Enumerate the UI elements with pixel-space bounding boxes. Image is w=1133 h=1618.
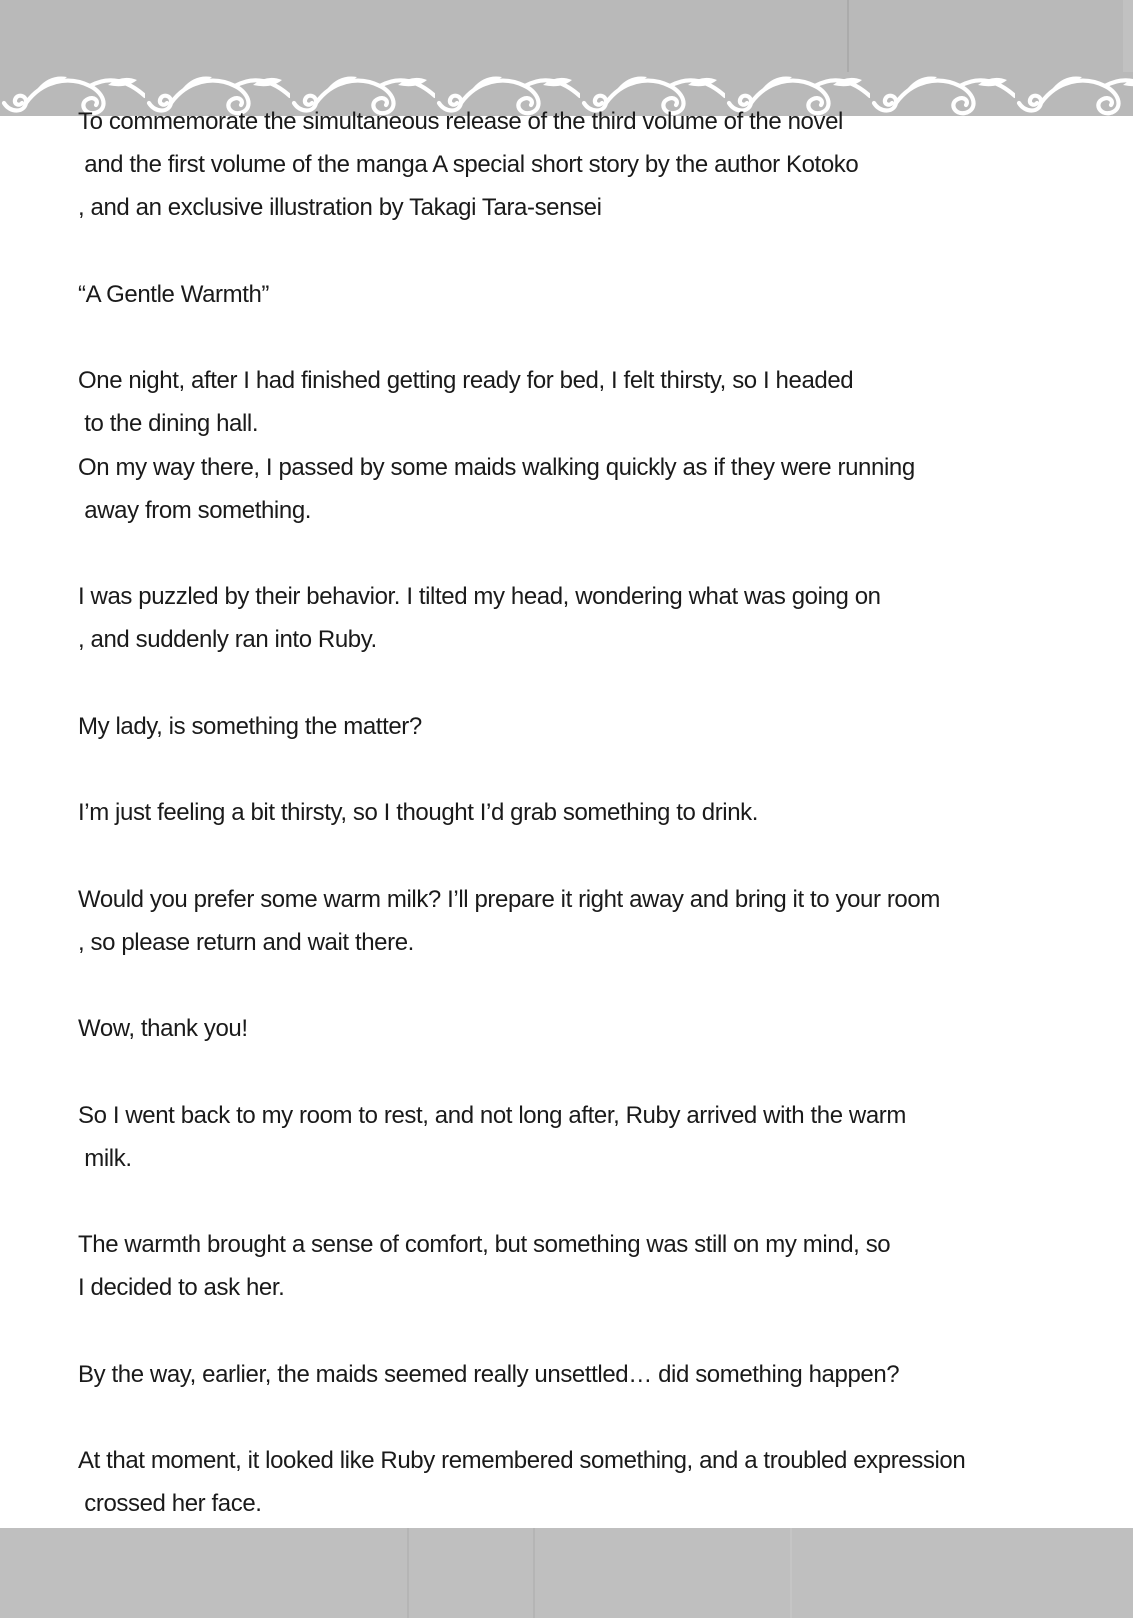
story-line: On my way there, I passed by some maids walking quickly as if they were running <box>78 453 915 481</box>
story-line: To commemorate the simultaneous release of the third volume of the novel <box>78 108 843 135</box>
story-line: milk. <box>78 1144 132 1172</box>
page-edge-artifact-line <box>407 1528 409 1618</box>
story-line: , and an exclusive illustration by Takagi Tara-sensei <box>78 194 602 222</box>
page-edge-artifact-line <box>847 0 849 72</box>
page-edge-artifact-line <box>533 1528 535 1618</box>
story-paragraph <box>78 273 1113 316</box>
story-paragraph <box>78 100 1113 230</box>
story-paragraph <box>78 705 1113 748</box>
story-paragraph <box>78 1007 1113 1050</box>
story-line: I decided to ask her. <box>78 1274 285 1302</box>
story-line: I’m just feeling a bit thirsty, so I thought I’d grab something to drink. <box>78 799 759 827</box>
story-paragraph <box>78 1439 1113 1525</box>
story-line: So I went back to my room to rest, and not long after, Ruby arrived with the warm <box>78 1101 906 1129</box>
page-edge-artifact-line <box>790 1528 792 1618</box>
story-paragraph <box>78 878 1113 964</box>
story-line: Would you prefer some warm milk? I’ll prepare it right away and bring it to your room <box>78 885 940 913</box>
story-line: My lady, is something the matter? <box>78 712 422 740</box>
page-corner-highlight <box>1123 0 1133 72</box>
top-gray-band <box>0 0 1133 116</box>
story-line: , and suddenly ran into Ruby. <box>78 626 377 654</box>
story-paragraph <box>78 1223 1113 1309</box>
story-paragraph <box>78 791 1113 834</box>
story-paragraph <box>78 1094 1113 1180</box>
story-text <box>78 100 1113 1526</box>
story-line: away from something. <box>78 496 312 524</box>
story-paragraph <box>78 1353 1113 1396</box>
story-line: and the first volume of the manga A special short story by the author Kotoko <box>78 151 859 179</box>
story-line: I was puzzled by their behavior. I tilted my head, wondering what was going on <box>78 583 881 611</box>
story-line: Wow, thank you! <box>78 1015 248 1043</box>
story-line: to the dining hall. <box>78 410 259 438</box>
story-paragraph <box>78 359 1113 532</box>
story-line: , so please return and wait there. <box>78 928 414 956</box>
story-paragraph <box>78 575 1113 661</box>
story-line: By the way, earlier, the maids seemed really unsettled… did something happen? <box>78 1360 900 1388</box>
story-line: One night, after I had finished getting ready for bed, I felt thirsty, so I headed <box>78 367 854 395</box>
story-line: The warmth brought a sense of comfort, but something was still on my mind, so <box>78 1231 891 1259</box>
story-line: “A Gentle Warmth” <box>78 280 270 308</box>
story-line: crossed her face. <box>78 1490 262 1518</box>
story-line: At that moment, it looked like Ruby remembered something, and a troubled expression <box>78 1447 966 1475</box>
bottom-gray-band <box>0 1528 1133 1618</box>
